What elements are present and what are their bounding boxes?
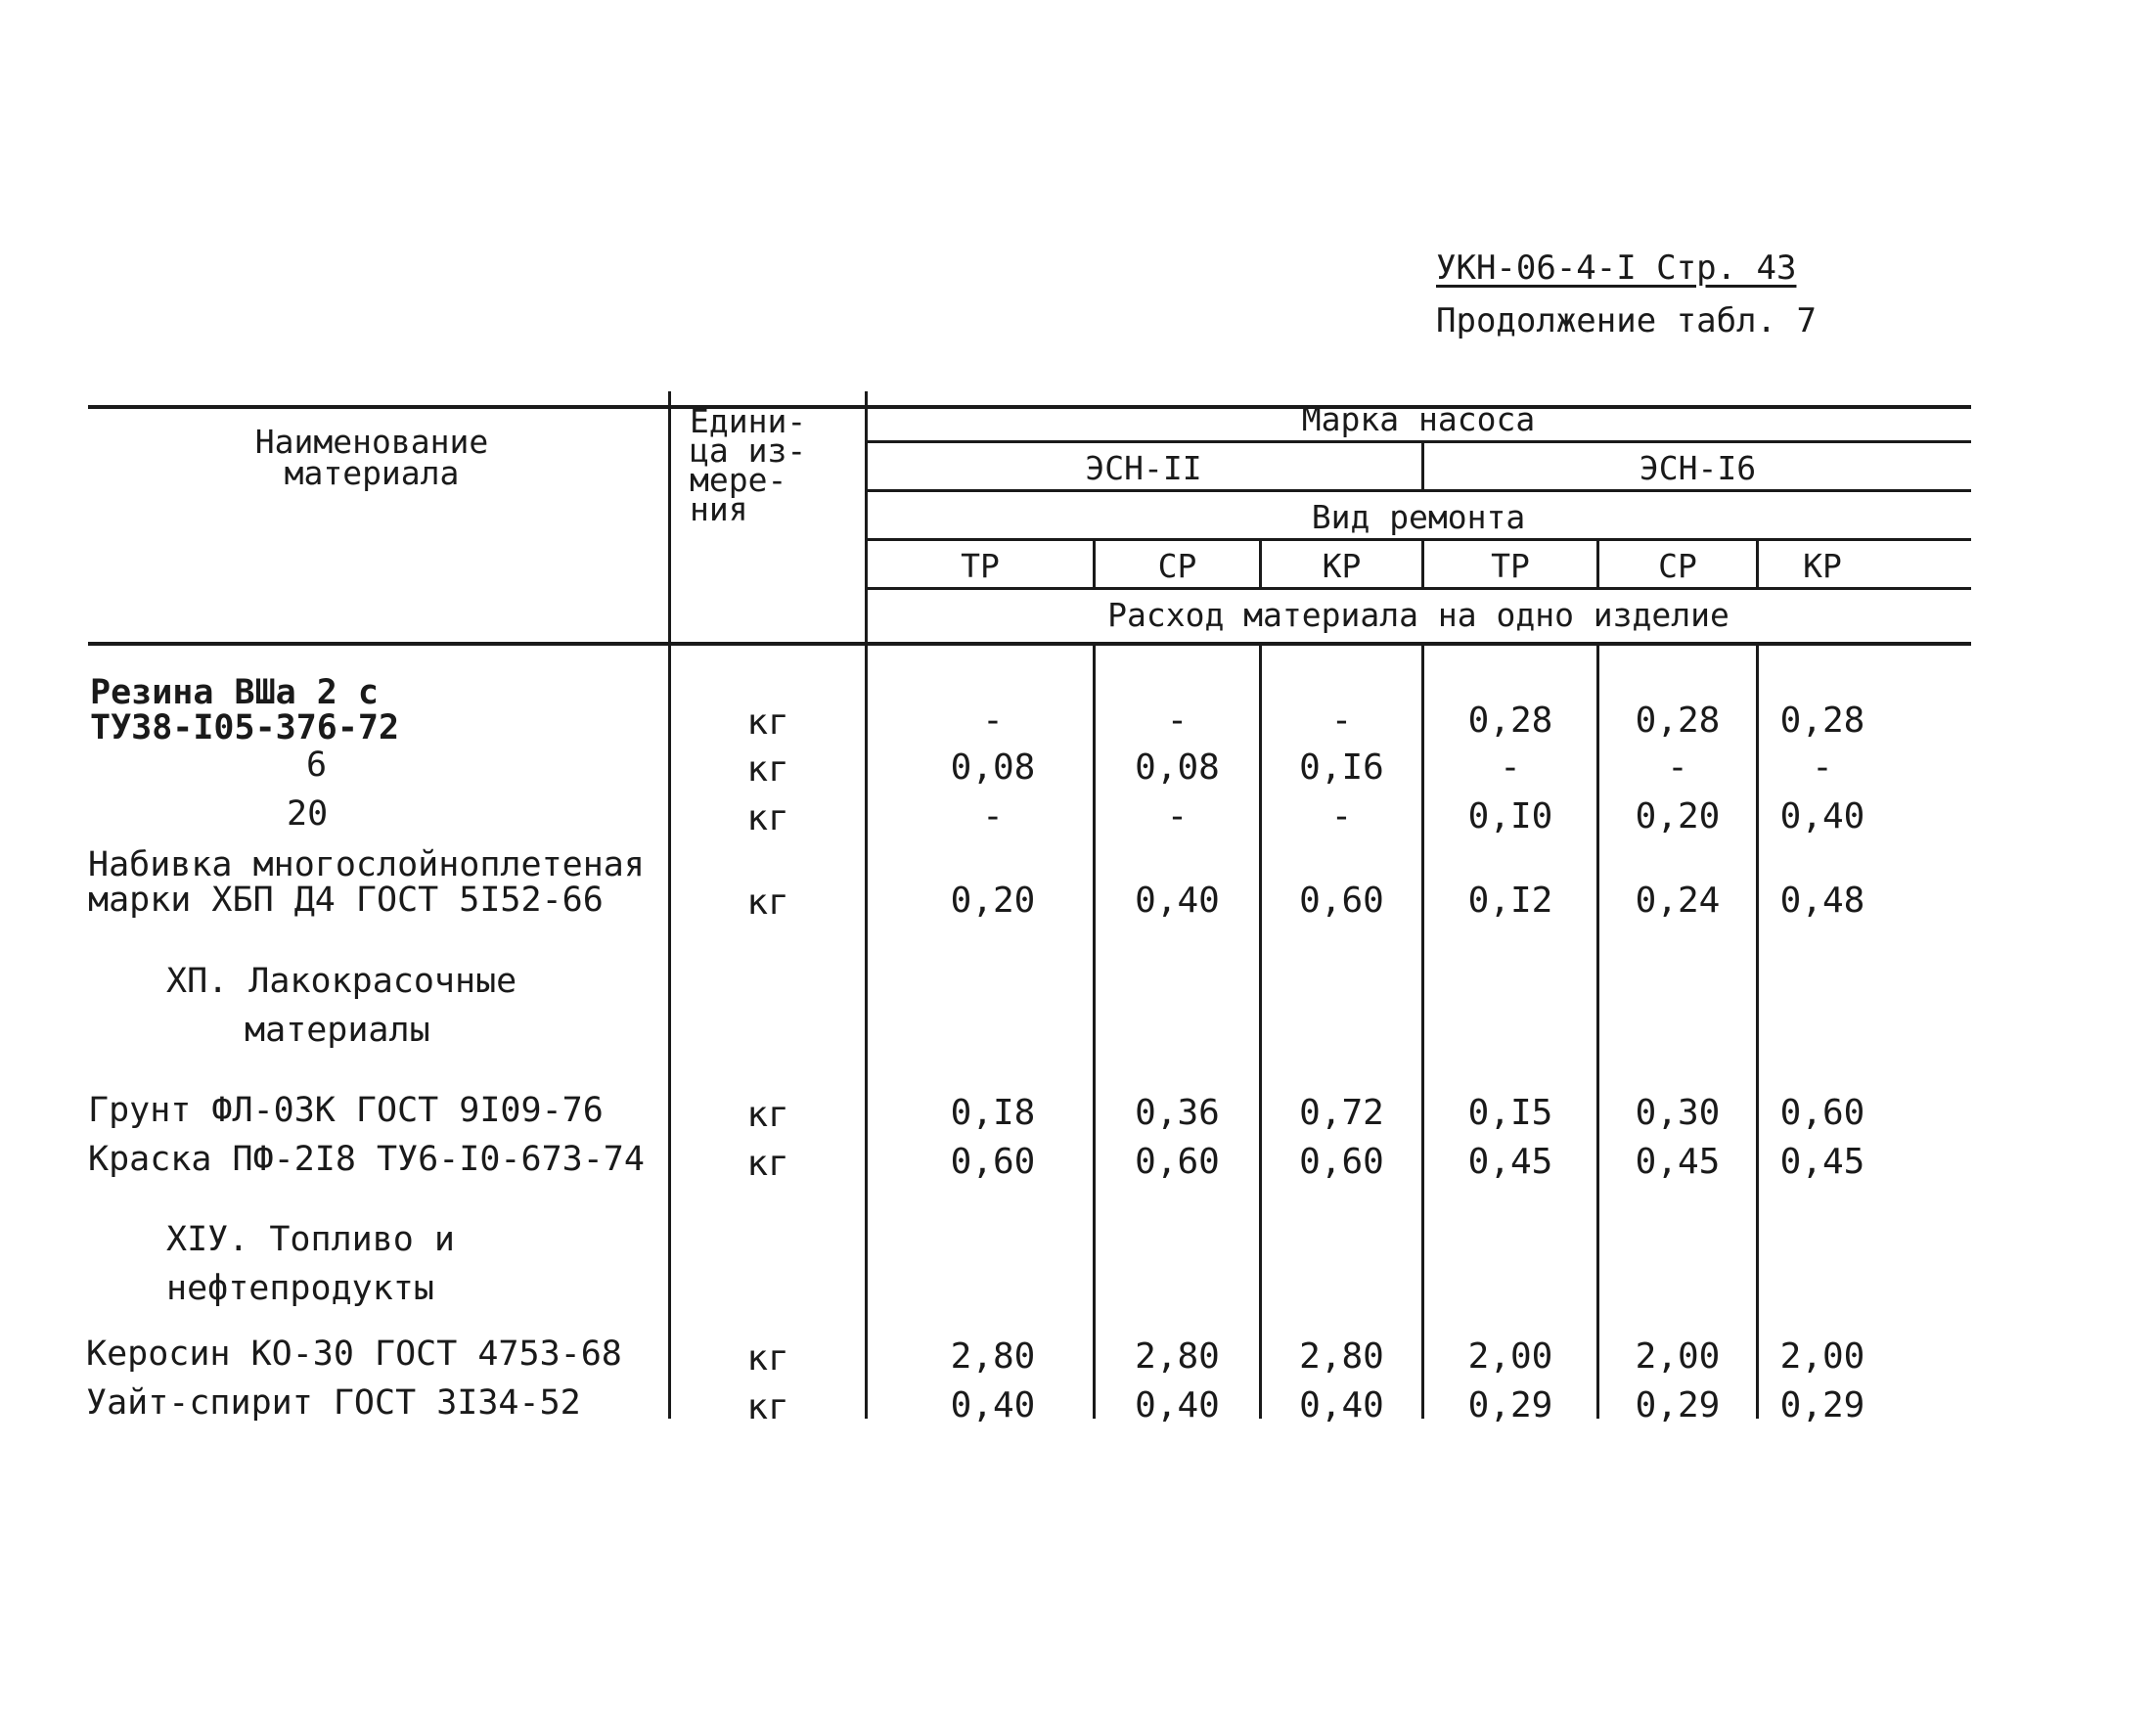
value-cell: 0,I8 (950, 1093, 1036, 1133)
value-cell: 0,08 (1135, 747, 1220, 788)
value-cell: - (1667, 747, 1688, 788)
value-cell: 0,40 (950, 1385, 1036, 1425)
value-cell: 0,45 (1635, 1142, 1721, 1182)
unit-cell: кг (746, 1338, 789, 1379)
value-cell: 2,00 (1635, 1336, 1721, 1377)
value-cell: - (1166, 796, 1189, 837)
value-cell: 0,I6 (1299, 747, 1384, 788)
value-cell: 0,28 (1635, 701, 1721, 741)
col-divider-name-unit (668, 391, 671, 1419)
header-repair-type: Вид ремонта (1311, 498, 1526, 536)
header-code-sr-2: СР (1658, 547, 1697, 585)
value-cell: 0,29 (1779, 1385, 1865, 1425)
value-cell: 0,28 (1467, 701, 1553, 741)
value-cell: 2,80 (1299, 1336, 1384, 1377)
header-code-sr-1: СР (1157, 547, 1197, 585)
row-name-size-20: 20 (287, 794, 329, 834)
col-divider-unit-values (865, 391, 868, 1419)
value-cell: 0,20 (1635, 796, 1721, 837)
value-cell: 0,40 (1779, 796, 1865, 837)
unit-cell: кг (746, 1095, 789, 1135)
value-cell: 0,I0 (1467, 796, 1553, 837)
value-cell: 0,I5 (1467, 1093, 1553, 1133)
section-heading-paints: ХП. Лакокрасочные материалы (166, 962, 517, 1050)
rule-under-codes (866, 587, 1971, 590)
value-cell: 0,40 (1135, 881, 1220, 921)
header-code-kr-1: КР (1322, 547, 1362, 585)
value-cell: 0,40 (1299, 1385, 1384, 1425)
table-continuation-label: Продолжение табл. 7 (1436, 301, 1817, 340)
value-cell: 0,72 (1299, 1093, 1384, 1133)
value-cell: 0,24 (1635, 881, 1721, 921)
table-header-bottom-rule (88, 642, 1971, 646)
value-cell: 2,00 (1779, 1336, 1865, 1377)
value-cell: - (1500, 747, 1521, 788)
row-name-packing: Набивка многослойноплетеная марки ХБП Д4 ГОСТ 5I52-66 (88, 845, 645, 920)
rule-under-pumps (866, 489, 1971, 492)
value-cell: - (982, 701, 1004, 741)
value-cell: 0,60 (950, 1142, 1036, 1182)
unit-cell: кг (746, 749, 789, 790)
value-cell: 0,28 (1779, 701, 1865, 741)
value-cell: - (1330, 701, 1353, 741)
row-name-size-6: 6 (306, 746, 328, 785)
value-cell: 0,48 (1779, 881, 1865, 921)
rule-under-brand (866, 440, 1971, 443)
row-name-primer: Грунт ФЛ-03К ГОСТ 9I09-76 (88, 1091, 604, 1130)
column-header-unit: Едини- ца из- мере- ния (690, 402, 807, 528)
value-cell: 0,20 (950, 881, 1036, 921)
unit-cell: кг (746, 1387, 789, 1427)
value-cell: 0,60 (1299, 881, 1384, 921)
header-consumption: Расход материала на одно изделие (1107, 596, 1729, 634)
value-cell: 0,29 (1635, 1385, 1721, 1425)
value-cell: 2,80 (950, 1336, 1036, 1377)
value-cell: 0,36 (1135, 1093, 1220, 1133)
row-name-paint: Краска ПФ-2I8 ТУ6-I0-673-74 (88, 1140, 645, 1179)
header-code-tr-1: ТР (961, 547, 1000, 585)
value-cell: - (1812, 747, 1833, 788)
value-cell: - (982, 796, 1004, 837)
value-cell: - (1330, 796, 1353, 837)
value-cell: 0,60 (1779, 1093, 1865, 1133)
value-cell: 0,40 (1135, 1385, 1220, 1425)
unit-cell: кг (746, 882, 789, 923)
header-pump-brand: Марка насоса (1301, 400, 1536, 438)
value-cell: 0,29 (1467, 1385, 1553, 1425)
document-reference: УКН-06-4-I Стр. 43 (1436, 249, 1797, 288)
value-cell: 0,45 (1467, 1142, 1553, 1182)
value-cell: 2,80 (1135, 1336, 1220, 1377)
value-cell: 0,60 (1299, 1142, 1384, 1182)
header-pump-esn-16: ЭСН-I6 (1639, 449, 1757, 487)
unit-cell: кг (746, 798, 789, 838)
value-cell: 0,45 (1779, 1142, 1865, 1182)
section-heading-fuel: ХIУ. Топливо и нефтепродукты (166, 1220, 456, 1308)
value-cell: - (1166, 701, 1189, 741)
row-name-white-spirit: Уайт-спирит ГОСТ 3I34-52 (86, 1383, 581, 1423)
value-cell: 0,30 (1635, 1093, 1721, 1133)
value-cell: 0,I2 (1467, 881, 1553, 921)
value-cell: 0,60 (1135, 1142, 1220, 1182)
rule-under-repair (866, 538, 1971, 541)
column-header-name: Наименование материала (254, 423, 489, 492)
unit-cell: кг (746, 702, 789, 743)
value-cell: 0,08 (950, 747, 1036, 788)
row-name-kerosene: Керосин КО-30 ГОСТ 4753-68 (86, 1334, 622, 1374)
header-code-kr-2: КР (1803, 547, 1842, 585)
unit-cell: кг (746, 1144, 789, 1184)
header-pump-esn-11: ЭСН-II (1085, 449, 1202, 487)
row-name-rubber: Резина ВШа 2 с ТУ38-I05-376-72 (90, 673, 400, 747)
header-code-tr-2: ТР (1491, 547, 1530, 585)
value-cell: 2,00 (1467, 1336, 1553, 1377)
